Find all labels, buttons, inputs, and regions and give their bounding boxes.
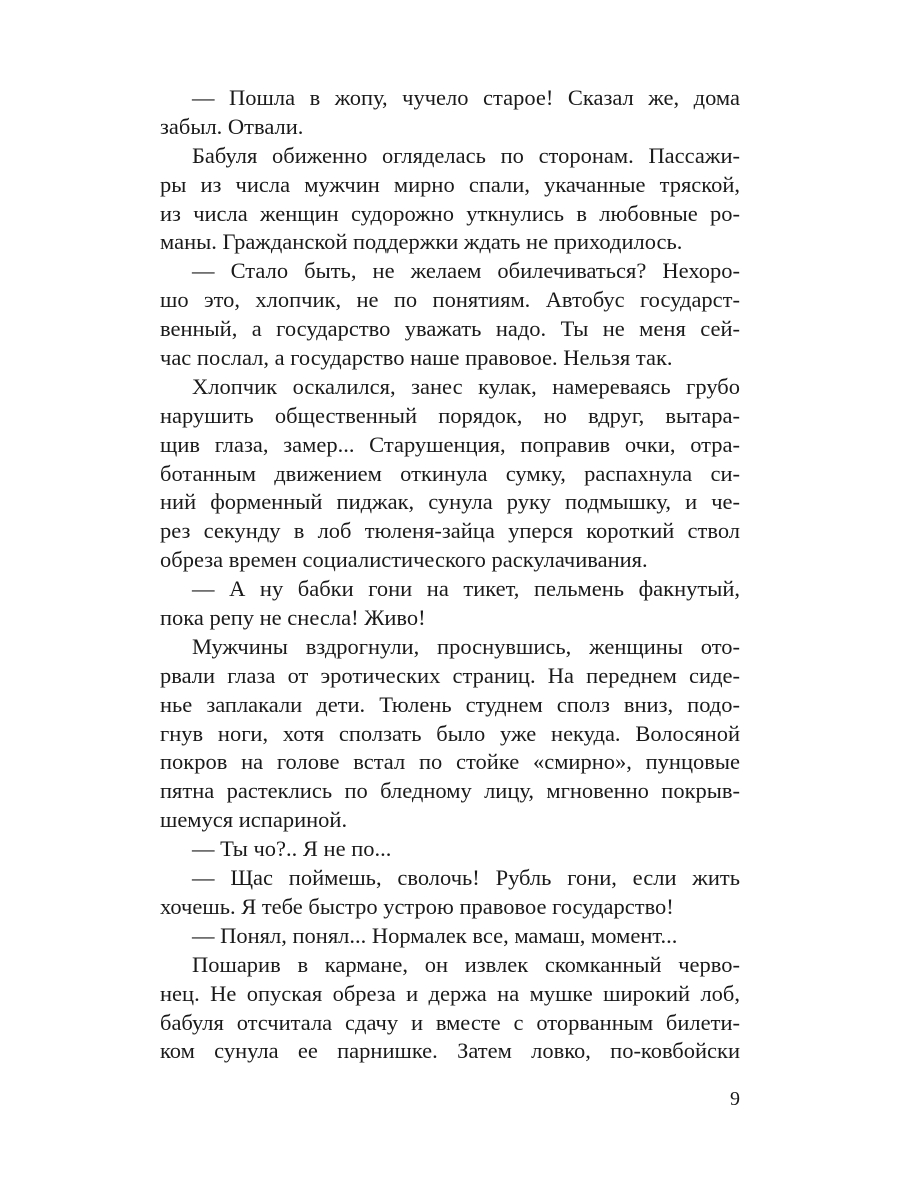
text-line: Хлопчик оскалился, занес кулак, намереваясь грубо [192,373,740,399]
text-line: рез секунду в лоб тюленя-зайца уперся короткий ствол [160,518,740,544]
paragraph [160,373,740,575]
page-number: 9 [730,1088,740,1110]
text-line: из числа женщин судорожно уткнулись в любовные ро- [160,200,740,226]
text-line: хочешь. Я тебе быстро устрою правовое государство! [160,893,674,919]
paragraph [160,864,740,922]
text-line: нарушить общественный порядок, но вдруг, вытара- [160,402,740,428]
text-line: Мужчины вздрогнули, проснувшись, женщины ото- [192,633,740,659]
text-line: пока репу не снесла! Живо! [160,605,426,631]
text-line: венный, а государство уважать надо. Ты не меня сей- [160,316,740,342]
text-line: обреза времен социалистического раскулачивания. [160,547,648,573]
text-line: пятна растеклись по бледному лицу, мгновенно покрыв- [160,778,740,804]
paragraph [160,142,740,258]
text-line: гнув ноги, хотя сползать было уже некуда. Волосяной [160,720,740,746]
text-line: — Понял, понял... Нормалек все, мамаш, момент... [192,922,678,948]
text-line: Пошарив в кармане, он извлек скомканный черво- [192,951,740,977]
text-line: шо это, хлопчик, не по понятиям. Автобус государст- [160,287,740,313]
paragraph [160,951,740,1067]
text-line: щив глаза, замер... Старушенция, поправив очки, отра- [160,431,740,457]
text-line: ком сунула ее парнишке. Затем ловко, по-ковбойски [160,1038,740,1064]
text-line: ры из числа мужчин мирно спали, укачанные тряской, [160,171,740,197]
text-line: — Стало быть, не желаем обилечиваться? Нехоро- [192,258,740,284]
text-line: маны. Гражданской поддержки ждать не приходилось. [160,229,683,255]
text-line: ний форменный пиджак, сунула руку подмышку, и че- [160,489,740,515]
paragraph [160,84,740,142]
text-line: Бабуля обиженно огляделась по сторонам. Пассажи- [192,142,740,168]
text-line: — А ну бабки гони на тикет, пельмень факнутый, [192,576,740,602]
paragraph [160,257,740,373]
text-line: — Пошла в жопу, чучело старое! Сказал же, дома [192,85,740,110]
body-text [160,84,740,1066]
paragraph [160,922,740,951]
text-line: час послал, а государство наше правовое. Нельзя так. [160,345,673,371]
paragraph [160,835,740,864]
text-line: ботанным движением откинула сумку, распахнула си- [160,460,740,486]
text-line: бабуля отсчитала сдачу и вместе с оторванным билети- [160,1009,740,1035]
text-line: шемуся испариной. [160,807,348,833]
text-line: рвали глаза от эротических страниц. На переднем сиде- [160,662,740,688]
text-line: — Щас поймешь, сволочь! Рубль гони, если жить [192,865,740,891]
text-line: забыл. Отвали. [160,113,304,139]
paragraph [160,633,740,835]
text-line: — Ты чо?.. Я не по... [192,836,392,862]
text-line: нец. Не опуская обреза и держа на мушке широкий лоб, [160,980,740,1006]
text-line: нье заплакали дети. Тюлень студнем сполз вниз, подо- [160,691,740,717]
paragraph [160,575,740,633]
text-line: покров на голове встал по стойке «смирно», пунцовые [160,749,740,775]
